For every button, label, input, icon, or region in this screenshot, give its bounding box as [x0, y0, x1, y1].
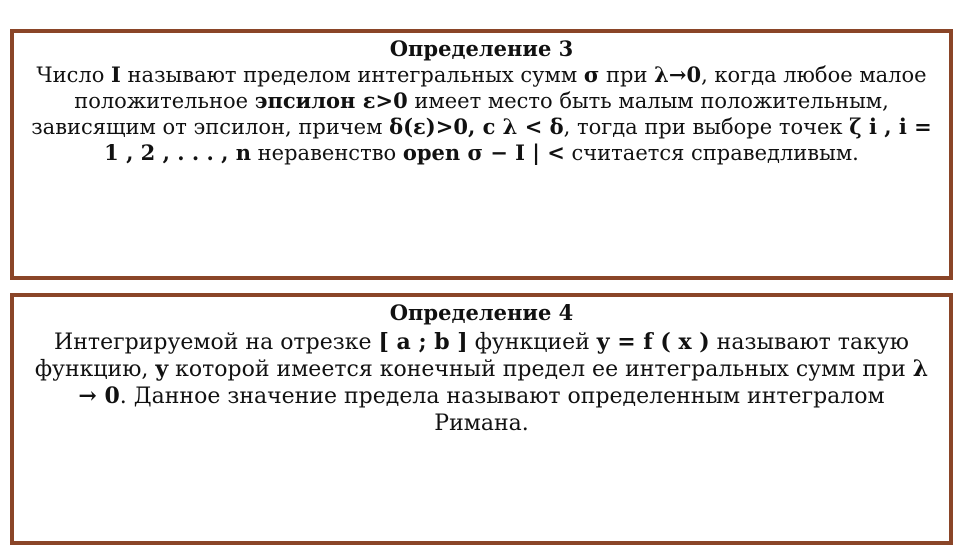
definition-4-box — [10, 293, 953, 545]
math-expression: open σ − I | < — [402, 140, 565, 165]
text-run: называют пределом интегральных сумм — [120, 63, 584, 87]
math-expression: y — [155, 356, 169, 382]
math-expression: y = f ( x ) — [596, 329, 710, 355]
text-run: неравенство — [251, 141, 403, 165]
math-expression: эпсилон ε>0 — [254, 88, 408, 113]
text-run: , когда любое малое положительное — [74, 63, 927, 113]
definition-4-text — [32, 329, 931, 437]
math-expression: [ a ; b ] — [378, 329, 468, 355]
text-run: которой имеется конечный предел ее интегральных сумм при — [168, 357, 913, 382]
text-run: называют такую функцию, — [34, 330, 909, 382]
text-run: имеет место быть малым положительным, зависящим от эпсилон, причем — [31, 89, 889, 139]
text-run: при — [599, 63, 655, 87]
definition-3-box — [10, 29, 953, 280]
text-run: . Данное значение предела называют определенным интегралом Римана. — [119, 384, 885, 436]
math-expression: δ(ε)>0, с λ < δ — [389, 114, 564, 139]
math-expression: λ→0 — [654, 62, 702, 87]
text-run: считается справедливым. — [564, 141, 859, 165]
text-run: Число — [36, 63, 112, 87]
definition-4-title: Определение 4 — [389, 300, 574, 325]
text-run: , тогда при выборе точек — [563, 115, 850, 139]
math-expression: ζ i , i = 1 , 2 , . . . , n — [104, 114, 932, 165]
math-expression: I — [111, 62, 121, 87]
math-expression: σ — [583, 62, 600, 87]
definition-3-text — [28, 62, 935, 166]
text-run: функцией — [467, 330, 597, 355]
definition-3-title: Определение 3 — [389, 36, 574, 61]
math-expression: λ → 0 — [78, 356, 929, 409]
text-run: Интегрируемой на отрезке — [54, 330, 379, 355]
